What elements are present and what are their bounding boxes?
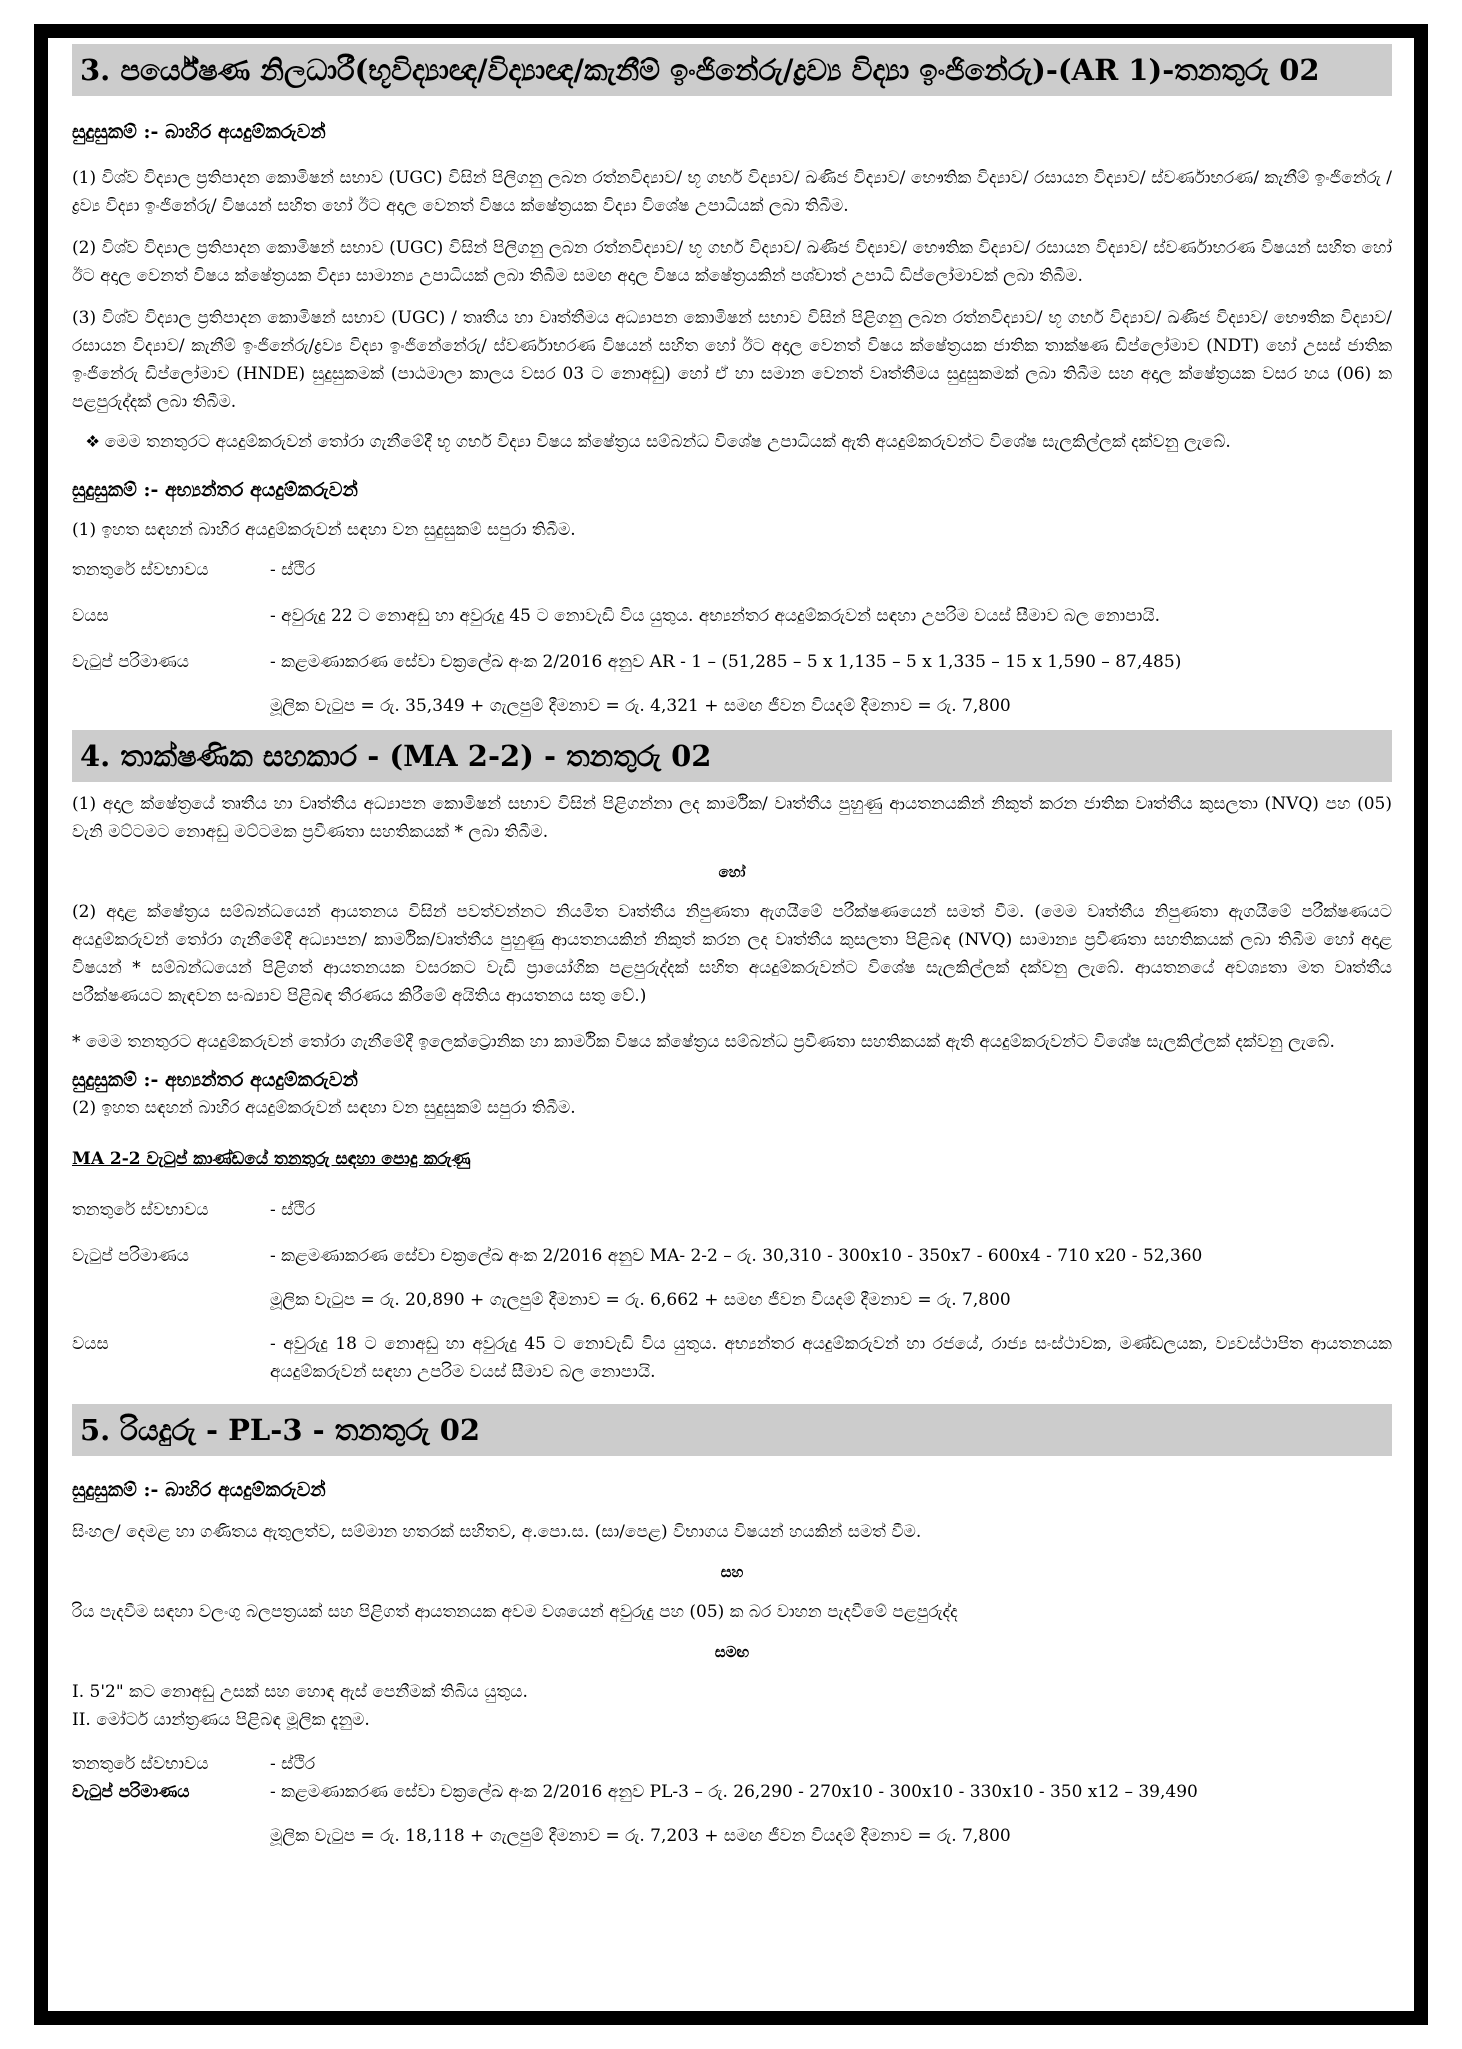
s3-salary-label: වැටුප් පරිමාණය	[72, 652, 190, 672]
s3-age-row	[72, 602, 1392, 630]
s5-and-2: සමඟ	[714, 1643, 750, 1661]
s3-internal-qual: (1) ඉහත සඳහන් බාහිර අයදුම්කරුවන් සඳහා වන සුදුසුකම් සපුරා තිබීම.	[72, 520, 576, 540]
s4-internal-qual: (2) ඉහත සඳහන් බාහිර අයදුම්කරුවන් සඳහා වන සුදුසුකම් සපුරා තිබීම.	[72, 1098, 576, 1118]
s3-qual-1: (1) විශ්ව විද්‍යාල ප්‍රතිපාදන කොමිෂන් සභාව (UGC) විසින් පිලිගනු ලබන රත්නවිද්‍යාව/ භූ ගර්භ විද්‍යාව/ ඛණිජ විද්‍යාව/ භෞතික විද්‍යාව/ රසායන විද්‍යාව/ ස්වර්ණාභරණ/ කැනීම් ඉංජිනේරු / ද්‍රව්‍ය විද්‍යා ඉංජිනේරු/ විෂයන් සහිත හෝ ඊට අදාල වෙනත් විෂය ක්ෂේත්‍රයක විද්‍යා විශේෂ උපාධියක් ලබා තිබීම.	[72, 168, 1392, 216]
s3-internal-heading: සුදුසුකම් :- අභ්‍යන්තර අයදුම්කරුවන්	[72, 479, 358, 501]
s4-nature-label: තනතුරේ ස්වභාවය	[72, 1200, 209, 1220]
s3-salary-value: - කළමණාකරණ සේවා චක්‍රලේඛ අංක 2/2016 අනුව AR - 1 – (51,285 – 5 x 1,135 – 5 x 1,335 – 15 x 1,590 – 87,485)	[270, 652, 1182, 672]
s3-qual-2: (2) විශ්ව විද්‍යාල ප්‍රතිපාදන කොමිෂන් සභාව (UGC) විසින් පිලිගනු ලබන රත්නවිද්‍යාව/ භූ ගර්භ විද්‍යාව/ ඛණිජ විද්‍යාව/ භෞතික විද්‍යාව/ රසායන විද්‍යාව/ ස්වර්ණාභරණ විෂයන් සහිත හෝ ඊට අදාල වෙනත් විෂය ක්ෂේත්‍රයක විද්‍යා සාමාන්‍ය උපාධියක් ලබා තිබීම සමඟ අදාල විෂය ක්ෂේත්‍රයකින් පශ්චාත් උපාධි ඩිප්ලෝමාවක් ලබා තිබීම.	[72, 238, 1392, 286]
s4-nature-value: - ස්ථිර	[270, 1200, 316, 1220]
s4-qual-2: (2) අදාළ ක්ෂේත්‍රය සම්බන්ධයෙන් ආයතනය විසින් පවත්වන්නට නියමිත වෘත්තීය නිපුණතා ඇගයීමේ පරීක්ෂණයෙන් සමත් වීම. (මෙම වෘත්තීය නිපුණතා ඇගයීමේ පරීක්ෂණයට අයදුම්කරුවන් තෝරා ගැනීමේදී අධ්‍යාපන/ කාර්මික/වෘත්තීය පුහුණු ආයතනයකින් නිකුත් කරන ලද වෘත්තීය කුසලතා පිළිබඳ (NVQ) සාමාන්‍ය ප්‍රවීණතා සහතිකයක් ලබා තිබීම හෝ අදාළ විෂයන් * සම්බන්ධයෙන් පිළිගත් ආයතනයක වසරකට වැඩි ප්‍රායෝගික පළපුරුද්දක් සහිත අයදුම්කරුවන්ට විශේෂ සැලකිල්ලක් දක්වනු ලැබේ. ආයතනයේ අවශ්‍යතා මත වෘත්තීය පරීක්ෂණයට කැඳවන සංඛ්‍යාව පිළිබඳ තීරණය කිරීමේ අයිතිය ආයතනය සතු වේ.)	[72, 902, 1392, 1006]
s3-nature-value: - ස්ථිර	[270, 560, 316, 580]
s3-age-value: - අවුරුදු 22 ට නොඅඩු හා අවුරුදු 45 ට නොවැඩි විය යුතුය. අභ්‍යන්තර අයදුම්කරුවන් සඳහා උපරිම වයස් සීමාව බල නොපායි.	[270, 606, 1160, 626]
s4-internal-heading: සුදුසුකම් :- අභ්‍යන්තර අයදුම්කරුවන්	[72, 1069, 358, 1091]
s5-nature-row	[72, 1750, 1392, 1778]
s5-qual-2: රිය පැදවීම සඳහා වලංගු බලපත්‍රයක් සහ පිළිගත් ආයතනයක අවම වශයෙන් අවුරුදු පහ (05) ක බර වාහන පැදවීමේ පළපුරුද්ද	[72, 1602, 958, 1622]
s4-salary-label: වැටුප් පරිමාණය	[72, 1246, 190, 1266]
s5-basic-salary: මූලික වැටුප = රු. 18,118 + ගැලපුම් දීමනාව = රු. 7,203 + සමඟ ජීවන වියදම් දීමනාව = රු. 7,800	[270, 1826, 1011, 1846]
s5-qual-1: සිංහල/ දෙමළ හා ගණිතය ඇතුලත්ව, සම්මාන හතරක් සහිතව, අ.පො.ස. (සා/පෙළ) විභාගය විෂයන් හයකින් සමත් වීම.	[72, 1522, 922, 1542]
s5-nature-label: තනතුරේ ස්වභාවය	[72, 1754, 209, 1774]
s5-item-2: II. මෝටර් යාන්ත්‍රණය පිළිබඳ මූලික දැනුම.	[72, 1710, 370, 1730]
s4-age-row	[72, 1330, 1392, 1386]
s5-item-1: I. 5'2" කට නොඅඩු උසක් සහ හොඳ ඇස් පෙනීමක් තිබිය යුතුය.	[72, 1682, 528, 1702]
s4-basic-salary: මූලික වැටුප = රු. 20,890 + ගැලපුම් දීමනාව = රු. 6,662 + සමඟ ජීවන වියදම් දීමනාව = රු. 7,800	[270, 1290, 1011, 1310]
s3-age-label: වයස	[72, 606, 109, 626]
s4-note: * මෙම තනතුරට අයදුම්කරුවන් තෝරා ගැනීමේදී ඉලෙක්ට්‍රොනික හා කාර්මික විෂය ක්ෂේත්‍රය සම්බන්ධ ප්‍රවීණතා සහතිකයක් ඇති අයදුම්කරුවන්ට විශේෂ සැලකිල්ලක් දක්වනු ලැබේ.	[72, 1032, 1335, 1052]
s5-salary-row	[72, 1778, 1392, 1806]
section-5-title: 5. රියදුරු - PL-3 - තනතුරු 02	[72, 1404, 1392, 1456]
s4-nature-row	[72, 1196, 1392, 1224]
s4-age-value: - අවුරුදු 18 ට නොඅඩු හා අවුරුදු 45 ට නොවැඩි විය යුතුය. අභ්‍යන්තර අයදුම්කරුවන් හා රජයේ, රාජ්‍ය සංස්ථාවක, මණ්ඩලයක, ව්‍යවස්ථාපිත ආයතනයක අයදුම්කරුවන් සඳහා උපරිම වයස් සීමාව බල නොපායි.	[270, 1334, 1392, 1382]
s4-common-heading: MA 2-2 වැටුප් කාණ්ඩයේ තනතුරු සඳහා පොදු කරුණු	[72, 1149, 471, 1169]
s3-note: ❖ මෙම තනතුරට අයදුම්කරුවන් තෝරා ගැනීමේදී භූ ගර්භ විද්‍යා විෂය ක්ෂේත්‍රය සම්බන්ධ විශේෂ උපාධියක් ඇති අයදුම්කරුවන්ට විශේෂ සැලකිල්ලක් දක්වනු ලැබේ.	[86, 432, 1231, 452]
section-4-title: 4. තාක්ෂණික සහකාර - (MA 2-2) - තනතුරු 02	[72, 730, 1392, 782]
s4-or: හෝ	[718, 863, 746, 881]
s3-nature-row	[72, 556, 1392, 584]
s3-basic-salary: මූලික වැටුප = රු. 35,349 + ගැලපුම් දීමනාව = රු. 4,321 + සමඟ ජීවන වියදම් දීමනාව = රු. 7,800	[270, 696, 1011, 716]
s3-qual-3: (3) විශ්ව විද්‍යාල ප්‍රතිපාදන කොමිෂන් සභාව (UGC) / තෘතීය හා වෘත්තීමය අධ්‍යාපන කොමිෂන් සභාව විසින් පිළිගනු ලබන රත්නවිද්‍යාව/ භූ ගර්භ විද්‍යාව/ ඛණිජ විද්‍යාව/ භෞතික විද්‍යාව/ රසායන විද්‍යාව/ කැනීම් ඉංජිනේරු/ද්‍රව්‍ය විද්‍යා ඉංජිනේනේරු/ ස්වර්ණාභරණ විෂයන් සහිත හෝ ඊට අදාල වෙනත් විෂය ක්ෂේත්‍රයක ජාතික තාක්ෂණ ඩිප්ලෝමාව (NDT) හෝ උසස් ජාතික ඉංජිනේරු ඩිප්ලෝමාව (HNDE) සුදුසුකමක් (පාඨමාලා කාලය වසර 03 ට නොඅඩු) හෝ ඒ හා සමාන වෙනත් වෘත්තීමය සුදුසුකමක් ලබා තිබීම සහ අදාල ක්ෂේත්‍රයක වසර හය (06) ක පළපුරුද්දක් ලබා තිබීම.	[72, 308, 1392, 412]
s4-salary-value: - කළමණාකරණ සේවා චක්‍රලේඛ අංක 2/2016 අනුව MA- 2-2 – රු. 30,310 - 300x10 - 350x7 - 600x4 - 710 x20 - 52,360	[270, 1246, 1203, 1266]
s3-salary-row	[72, 648, 1392, 676]
s4-age-label: වයස	[72, 1334, 109, 1354]
s5-external-heading: සුදුසුකම් :- බාහිර අයදුම්කරුවන්	[72, 1479, 326, 1501]
s5-nature-value: - ස්ථිර	[270, 1754, 316, 1774]
s4-qual-1: (1) අදාල ක්ෂේත්‍රයේ තෘතීය හා වෘත්තීය අධ්‍යාපන කොමිෂන් සභාව විසින් පිළිගන්නා ලද කාර්මික/ වෘත්තීය පුහුණු ආයතනයකින් නිකුත් කරන ජාතික වෘත්තීය කුසලතා (NVQ) පහ (05) වැනි මට්ටමට නොඅඩු මට්ටමක ප්‍රවීණතා සහතිකයක් * ලබා තිබීම.	[72, 794, 1392, 842]
s5-salary-label: වැටුප් පරිමාණය	[72, 1782, 190, 1802]
s5-salary-value: - කළමණාකරණ සේවා චක්‍රලේඛ අංක 2/2016 අනුව PL-3 – රු. 26,290 - 270x10 - 300x10 - 330x10 - 350 x12 – 39,490	[270, 1782, 1198, 1802]
section-3-title: 3. පර්යේෂණ නිලධාරී(භූවිද්‍යාඥ/විද්‍යාඥ/කැනීම් ඉංජිනේරු/ද්‍රව්‍ය විද්‍යා ඉංජිනේරු)-(AR 1)-තනතුරු 02	[72, 44, 1392, 96]
s3-nature-label: තනතුරේ ස්වභාවය	[72, 560, 209, 580]
s5-and-1: සහ	[720, 1563, 744, 1581]
s3-external-heading: සුදුසුකම් :- බාහිර අයදුම්කරුවන්	[72, 121, 326, 143]
document-content	[72, 44, 1392, 1850]
s4-salary-row	[72, 1242, 1392, 1270]
